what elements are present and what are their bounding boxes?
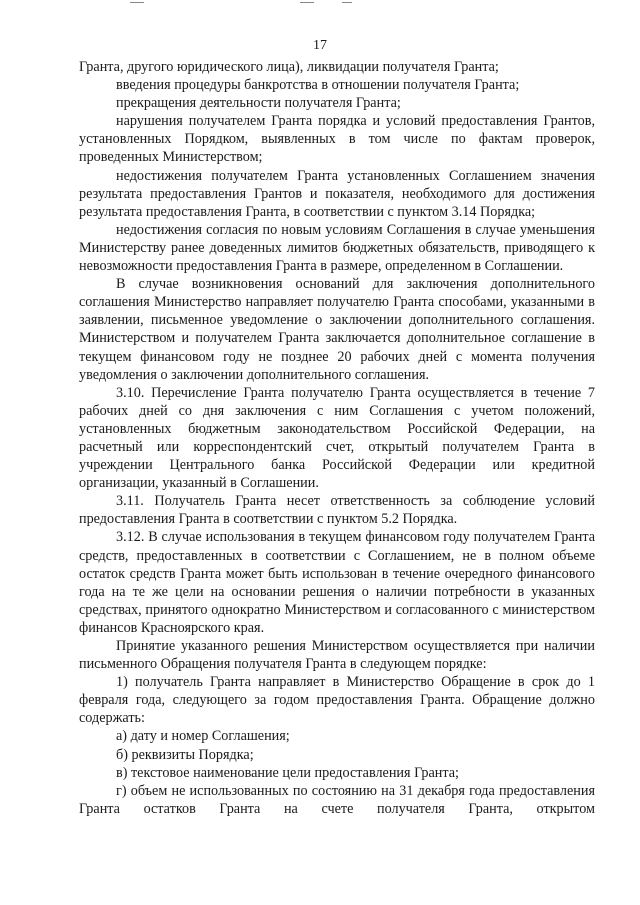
scan-mark bbox=[342, 2, 352, 3]
paragraph: 1) получатель Гранта направляет в Министерство Обращение в срок до 1 февраля года, следующего за годом предоставления Гранта. Обращение должно содержать: bbox=[79, 674, 595, 727]
paragraph: Гранта, другого юридического лица), ликвидации получателя Гранта; bbox=[79, 59, 499, 75]
top-edge-marks bbox=[0, 0, 640, 6]
document-body bbox=[79, 58, 595, 818]
paragraph: Принятие указанного решения Министерством осуществляется при наличии письменного Обращения получателя Гранта в следующем порядке: bbox=[79, 638, 595, 673]
paragraph: в) текстовое наименование цели предоставления Гранта; bbox=[116, 764, 459, 781]
paragraph: нарушения получателем Гранта порядка и условий предоставления Грантов, установленных Порядком, выявленных в том числе по фактам проверок, проведенных Министерством; bbox=[79, 113, 595, 166]
scan-mark bbox=[130, 2, 144, 3]
paragraph: 3.12. В случае использования в текущем финансовом году получателем Гранта средств, предоставленных в соответствии с Соглашением, не в полном объеме остаток средств Гранта может быть использован в течение очередного финансового года на те же цели на основании решения о наличии потребности в указанных средствах, принятого однократно Министерством и согласованного с министерством финансов Красноярского края. bbox=[79, 529, 595, 636]
paragraph: прекращения деятельности получателя Гранта; bbox=[116, 95, 401, 112]
paragraph: недостижения получателем Гранта установленных Соглашением значения результата предоставления Грантов и показателя, необходимого для достижения результата предоставления Гранта, в соответствии с пунктом 3.14 Порядка; bbox=[79, 167, 595, 220]
paragraph: 3.11. Получатель Гранта несет ответственность за соблюдение условий предоставления Гранта в соответствии с пунктом 5.2 Порядка. bbox=[79, 493, 595, 528]
page-number: 17 bbox=[313, 38, 327, 53]
paragraph: введения процедуры банкротства в отношении получателя Гранта; bbox=[116, 77, 520, 94]
paragraph: б) реквизиты Порядка; bbox=[116, 746, 254, 763]
paragraph: г) объем не использованных по состоянию на 31 декабря года предоставления Гранта остатков Гранта на счете получателя Гранта, открытом bbox=[79, 782, 595, 817]
paragraph: недостижения согласия по новым условиям Соглашения в случае уменьшения Министерству ранее доведенных лимитов бюджетных обязательств, приводящего к невозможности предоставления Гранта в размере, определенном в Соглашении. bbox=[79, 221, 595, 275]
paragraph: В случае возникновения оснований для заключения дополнительного соглашения Министерство направляет получателю Гранта способами, указанными в заявлении, письменное уведомление о заключении дополнительного соглашения. Министерством и получателем Гранта заключается дополнительное соглашение в текущем финансовом году не позднее 20 рабочих дней с момента получения уведомления о заключении дополнительного соглашения. bbox=[79, 276, 595, 383]
paragraph: а) дату и номер Соглашения; bbox=[116, 728, 290, 745]
scan-mark bbox=[300, 2, 314, 3]
paragraph: 3.10. Перечисление Гранта получателю Гранта осуществляется в течение 7 рабочих дней со дня заключения с ним Соглашения с учетом положений, установленных бюджетным законодательством Российской Федерации, на расчетный или корреспондентский счет, открытый получателем Гранта в учреждении Центрального банка Российской Федерации или кредитной организации, указанный в Соглашении. bbox=[79, 384, 595, 492]
